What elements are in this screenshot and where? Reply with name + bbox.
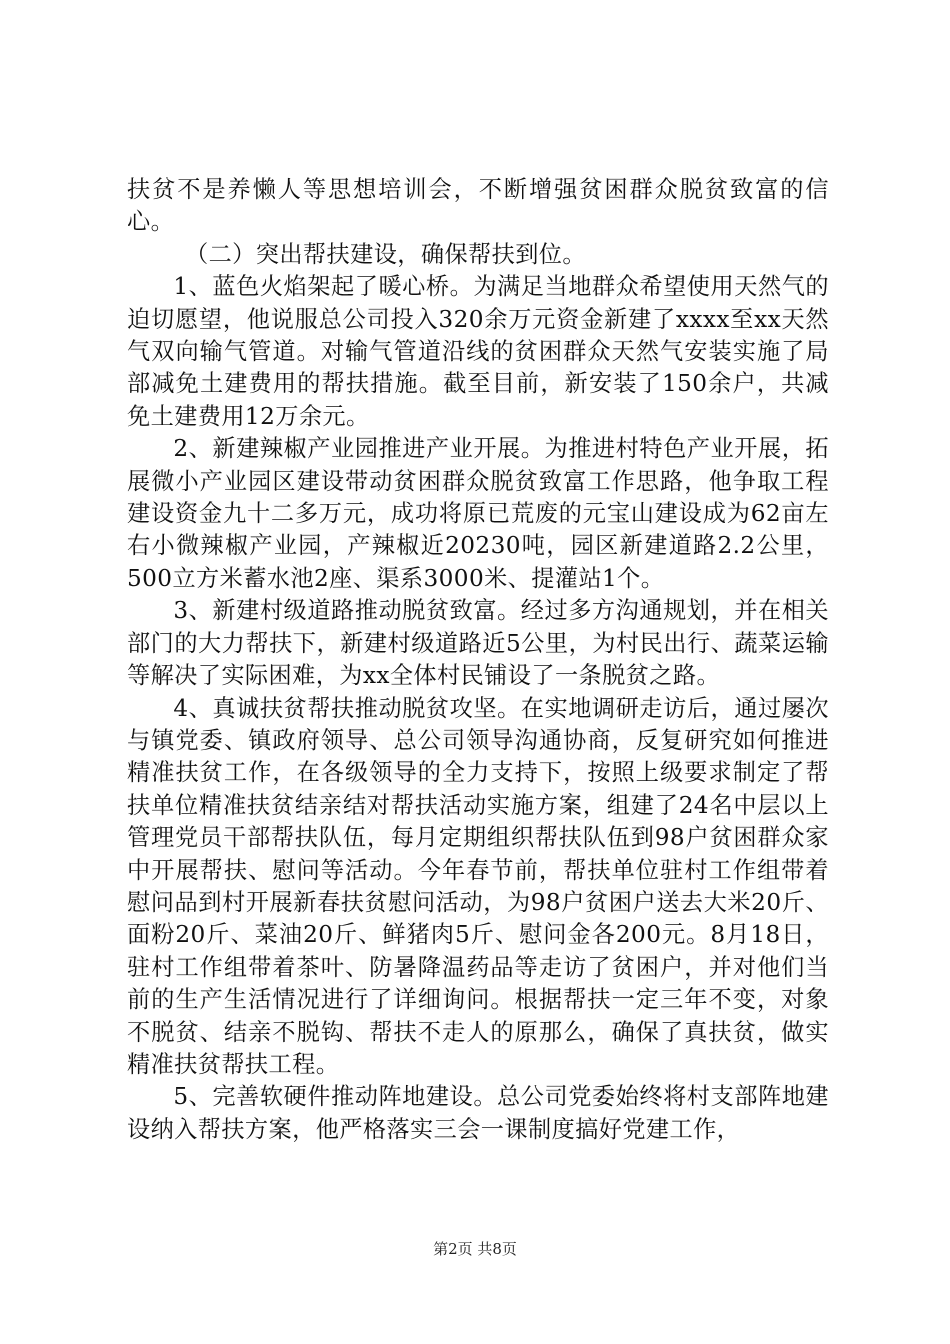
- paragraph-item-2: 2、新建辣椒产业园推进产业开展。为推进村特色产业开展，拓展微小产业园区建设带动贫困群众脱贫致富工作思路，他争取工程建设资金九十二多万元，成功将原已荒废的元宝山建设成为62亩左右小微辣椒产业园，产辣椒近20230吨，园区新建道路2.2公里，500立方米蓄水池2座、渠系3000米、提灌站1个。: [127, 435, 829, 592]
- paragraph-item-1: 1、蓝色火焰架起了暖心桥。为满足当地群众希望使用天然气的迫切愿望，他说服总公司投入320余万元资金新建了xxxx至xx天然气双向输气管道。对输气管道沿线的贫困群众天然气安装实施了局部减免土建费用的帮扶措施。截至目前，新安装了150余户，共减免土建费用12万余元。: [127, 273, 829, 430]
- page-number: 第2页 共8页: [433, 1240, 517, 1258]
- document-body: [127, 174, 829, 1146]
- paragraph-item-3: 3、新建村级道路推动脱贫致富。经过多方沟通规划，并在相关部门的大力帮扶下，新建村级道路近5公里，为村民出行、蔬菜运输等解决了实际困难，为xx全体村民铺设了一条脱贫之路。: [127, 597, 829, 690]
- page-footer: [0, 1239, 950, 1259]
- paragraph-continuation: 扶贫不是养懒人等思想培训会，不断增强贫困群众脱贫致富的信心。: [127, 176, 829, 236]
- paragraph-item-5: 5、完善软硬件推动阵地建设。总公司党委始终将村支部阵地建设纳入帮扶方案，他严格落实三会一课制度搞好党建工作，: [127, 1083, 829, 1143]
- section-heading: （二）突出帮扶建设，确保帮扶到位。: [185, 240, 586, 268]
- paragraph-item-4: 4、真诚扶贫帮扶推动脱贫攻坚。在实地调研走访后，通过屡次与镇党委、镇政府领导、总公司领导沟通协商，反复研究如何推进精准扶贫工作，在各级领导的全力支持下，按照上级要求制定了帮扶单位精准扶贫结亲结对帮扶活动实施方案，组建了24名中层以上管理党员干部帮扶队伍，每月定期组织帮扶队伍到98户贫困群众家中开展帮扶、慰问等活动。今年春节前，帮扶单位驻村工作组带着慰问品到村开展新春扶贫慰问活动，为98户贫困户送去大米20斤、面粉20斤、菜油20斤、鲜猪肉5斤、慰问金各200元。8月18日，驻村工作组带着茶叶、防暑降温药品等走访了贫困户，并对他们当前的生产生活情况进行了详细询问。根据帮扶一定三年不变，对象不脱贫、结亲不脱钩、帮扶不走人的原那么，确保了真扶贫，做实精准扶贫帮扶工程。: [127, 694, 829, 1078]
